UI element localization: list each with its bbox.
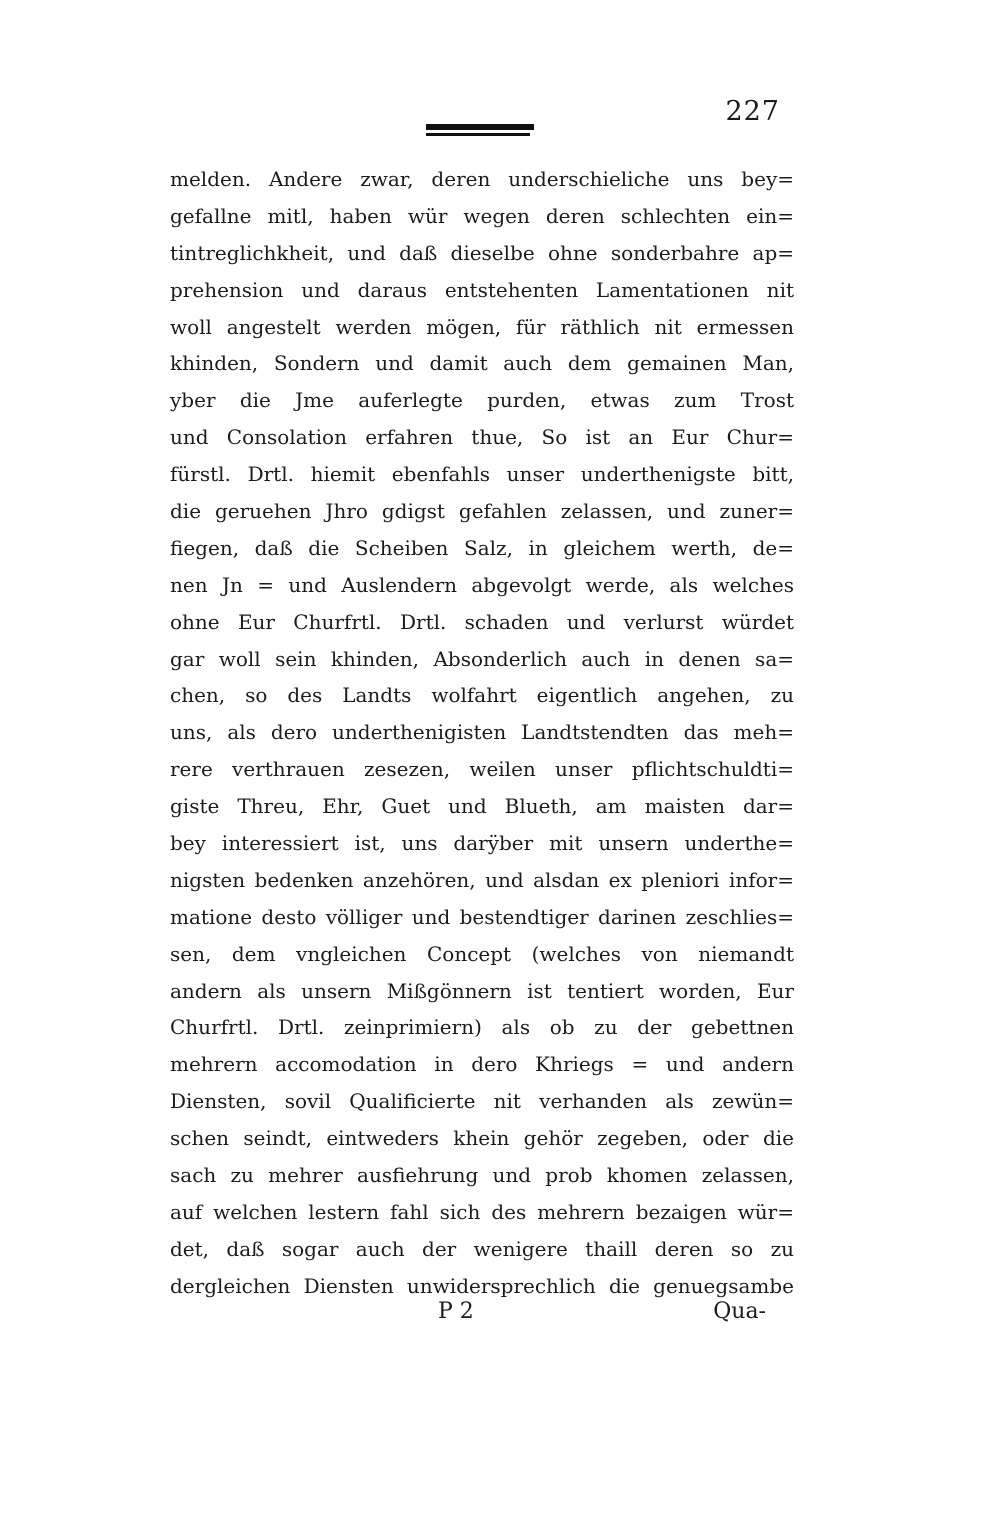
text-line: nigsten bedenken anzehören, und alsdan ex pleniori infor= [170,867,794,892]
header-rule-thick [426,124,534,130]
text-line: mehrern accomodation in dero Khriegs = und andern [170,1052,794,1077]
text-line: die geruehen Jhro gdigst gefahlen zelassen, und zuner= [170,499,794,524]
text-line: fürstl. Drtl. hiemit ebenfahls unser underthenigste bitt, [170,462,794,487]
text-line: woll angestelt werden mögen, für räthlich nit ermessen [170,314,794,339]
text-line: Diensten, sovil Qualificierte nit verhanden als zewün= [170,1089,794,1114]
text-line: rere verthrauen zesezen, weilen unser pflichtschuldti= [170,757,794,782]
text-line: chen, so des Landts wolfahrt eigentlich angehen, zu [170,683,794,708]
text-line: gar woll sein khinden, Absonderlich auch in denen sa= [170,646,794,671]
text-line: bey interessiert ist, uns darÿber mit unsern underthe= [170,831,794,856]
text-line: dergleichen Diensten unwidersprechlich die genuegsambe [170,1273,794,1298]
catchword: Qua- [713,1299,766,1324]
header-rule [426,124,534,144]
text-line: andern als unsern Mißgönnern ist tentiert worden, Eur [170,978,794,1003]
text-line: khinden, Sondern und damit auch dem gemainen Man, [170,351,794,376]
text-line: tintreglichkheit, und daß dieselbe ohne sonderbahre ap= [170,240,794,265]
text-line: yber die Jme auferlegte purden, etwas zum Trost [170,388,794,413]
text-line: schen seindt, eintweders khein gehör zegeben, oder die [170,1126,794,1151]
text-line: ohne Eur Churfrtl. Drtl. schaden und verlurst würdet [170,609,794,634]
text-line: fiegen, daß die Scheiben Salz, in gleichem werth, de= [170,535,794,560]
text-line: auf welchen lestern fahl sich des mehrern bezaigen wür= [170,1199,794,1224]
text-line: gefallne mitl, haben wür wegen deren schlechten ein= [170,203,794,228]
text-line: und Consolation erfahren thue, So ist an Eur Chur= [170,425,794,450]
page-footer [170,1294,794,1330]
text-line: det, daß sogar auch der wenigere thaill deren so zu [170,1236,794,1261]
page-number: 227 [725,96,780,127]
text-line: prehension und daraus entstehenten Lamentationen nit [170,277,794,302]
text-line: nen Jn = und Auslendern abgevolgt werde, als welches [170,572,794,597]
text-line: Churfrtl. Drtl. zeinprimiern) als ob zu der gebettnen [170,1015,794,1040]
text-line: sen, dem vngleichen Concept (welches von niemandt [170,941,794,966]
text-line: sach zu mehrer ausfiehrung und prob khomen zelassen, [170,1163,794,1188]
text-line: melden. Andere zwar, deren underschieliche uns bey= [170,167,794,191]
text-line: matione desto völliger und bestendtiger darinen zeschlies= [170,904,794,929]
text-line: giste Threu, Ehr, Guet und Blueth, am maisten dar= [170,794,794,819]
text-line: uns, als dero underthenigisten Landtstendten das meh= [170,720,794,745]
header-rule-thin [426,133,530,136]
signature-mark: P 2 [438,1299,474,1324]
body-text [170,161,794,1305]
